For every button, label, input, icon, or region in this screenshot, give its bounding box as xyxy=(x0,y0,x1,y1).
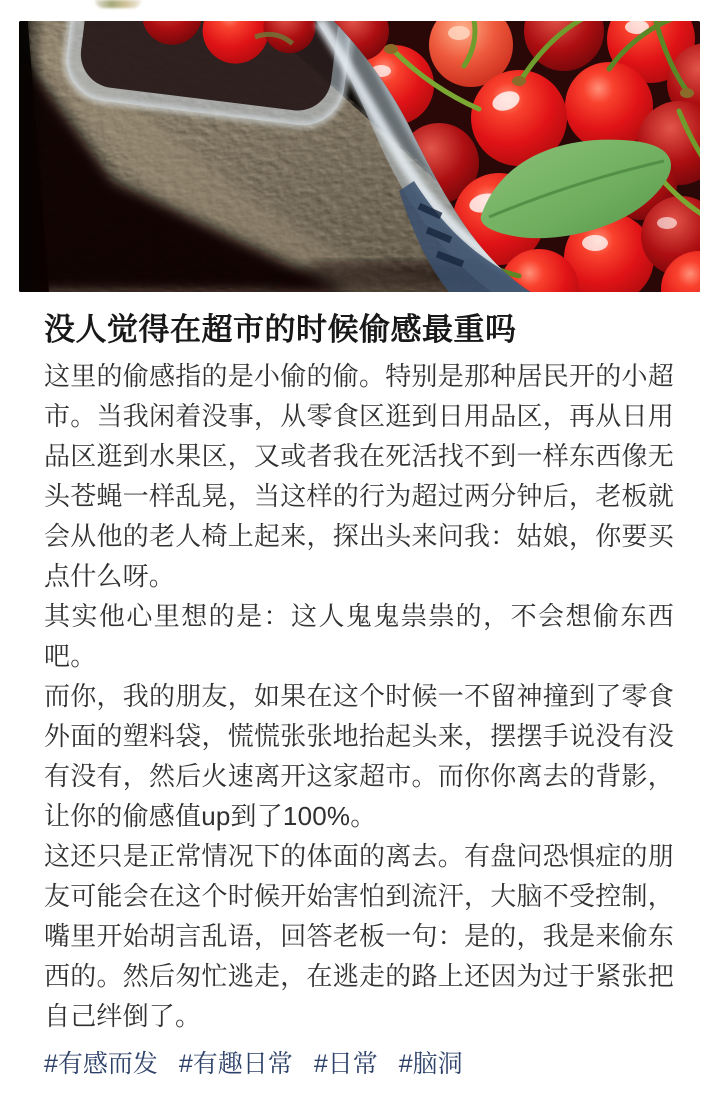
post-body xyxy=(44,356,674,1036)
body-paragraph-3: 而你，我的朋友，如果在这个时候一不留神撞到了零食外面的塑料袋，慌慌张张地抬起头来，摆摆手说没有没有没有，然后火速离开这家超市。而你你离去的背影，让你的偷感值up到了100%。 xyxy=(44,681,674,831)
cherries-photo-graphic xyxy=(19,21,700,292)
post-photo[interactable] xyxy=(19,21,700,292)
post-content xyxy=(0,292,718,1082)
hashtag-link-4[interactable]: #脑洞 xyxy=(398,1050,463,1078)
hashtag-row xyxy=(44,1046,674,1082)
body-paragraph-4: 这还只是正常情况下的体面的离去。有盘问恐惧症的朋友可能会在这个时候开始害怕到流汗，大脑不受控制，嘴里开始胡言乱语，回答老板一句：是的，我是来偷东西的。然后匆忙逃走，在逃走的路上还因为过于紧张把自己绊倒了。 xyxy=(44,841,674,1031)
body-paragraph-2: 其实他心里想的是：这人鬼鬼祟祟的，不会想偷东西吧。 xyxy=(44,601,674,671)
hashtag-link-1[interactable]: #有感而发 xyxy=(44,1050,158,1078)
post-title: 没人觉得在超市的时候偷感最重吗 xyxy=(44,312,517,347)
cropped-element-fragment xyxy=(95,0,141,8)
hashtag-link-3[interactable]: #日常 xyxy=(313,1050,378,1078)
body-paragraph-1: 这里的偷感指的是小偷的偷。特别是那种居民开的小超市。当我闲着没事，从零食区逛到日用品区，再从日用品区逛到水果区，又或者我在死活找不到一样东西像无头苍蝇一样乱晃，当这样的行为超过两分钟后，老板就会从他的老人椅上起来，探出头来问我：姑娘，你要买点什么呀。 xyxy=(44,361,674,591)
hashtag-link-2[interactable]: #有趣日常 xyxy=(178,1050,293,1078)
